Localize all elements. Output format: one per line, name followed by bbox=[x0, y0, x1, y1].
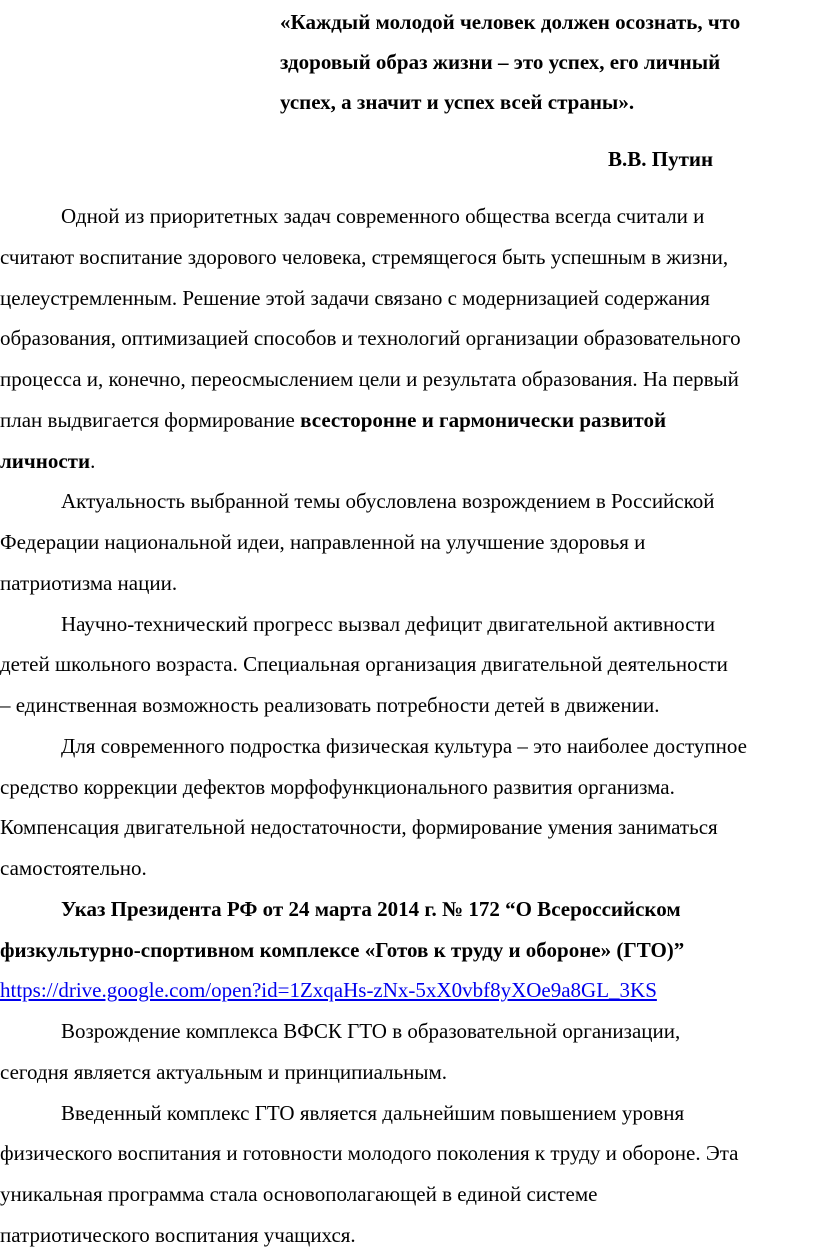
epigraph-line: успех, а значит и успех всей страны». bbox=[280, 90, 635, 114]
paragraph-line: Одной из приоритетных задач современного общества всегда считали и bbox=[61, 204, 705, 228]
decree-link-line bbox=[0, 970, 816, 1011]
paragraph-line: Научно-технический прогресс вызвал дефицит двигательной активности bbox=[61, 611, 715, 636]
epigraph-quote bbox=[280, 2, 800, 122]
paragraph-line: целеустремленным. Решение этой задачи связано с модернизацией содержания bbox=[0, 285, 710, 310]
emphasis-text: личности bbox=[0, 448, 91, 473]
paragraph-line: патриотизма нации. bbox=[0, 570, 178, 595]
paragraph-line: Компенсация двигательной недостаточности, формирование умения заниматься bbox=[0, 815, 718, 840]
paragraph-line bbox=[0, 400, 816, 441]
epigraph-line: «Каждый молодой человек должен осознать, что bbox=[280, 10, 741, 34]
epigraph-author: В.В. Путин bbox=[608, 147, 714, 171]
paragraph-line: процесса и, конечно, переосмыслением цели и результата образования. На первый bbox=[0, 367, 739, 391]
decree-document-link[interactable]: https://drive.google.com/open?id=1ZxqaHs-zNx-5xX0vbf8yXOe9a8GL_3KS bbox=[0, 978, 657, 1003]
paragraph-line: уникальная программа стала основополагающей в единой системе bbox=[0, 1182, 598, 1206]
paragraph-line: самостоятельно. bbox=[0, 856, 147, 880]
paragraph-line bbox=[0, 441, 816, 482]
paragraph-line: средство коррекции дефектов морфофункционального развития организма. bbox=[0, 774, 675, 799]
paragraph-line: Возрождение комплекса ВФСК ГТО в образовательной организации, bbox=[61, 1019, 681, 1043]
paragraph-line: Введенный комплекс ГТО является дальнейшим повышением уровня bbox=[61, 1100, 685, 1125]
decree-title-line: Указ Президента РФ от 24 марта 2014 г. № 172 “О Всероссийском bbox=[61, 896, 681, 921]
document-body bbox=[0, 196, 816, 1256]
decree-title-line: физкультурно-спортивном комплексе «Готов к труду и обороне» (ГТО)” bbox=[0, 937, 685, 962]
paragraph-line: детей школьного возраста. Специальная организация двигательной деятельности bbox=[0, 652, 728, 677]
paragraph-text: . bbox=[90, 448, 96, 473]
paragraph-line: патриотического воспитания учащихся. bbox=[0, 1222, 356, 1247]
paragraph-line: образования, оптимизацией способов и технологий организации образовательного bbox=[0, 326, 741, 351]
paragraph-line: сегодня является актуальным и принципиальным. bbox=[0, 1059, 448, 1084]
paragraph-line: физического воспитания и готовности молодого поколения к труду и обороне. Эта bbox=[0, 1141, 739, 1166]
paragraph-line: считают воспитание здорового человека, стремящегося быть успешным в жизни, bbox=[0, 244, 729, 269]
paragraph-line: Актуальность выбранной темы обусловлена возрождением в Российской bbox=[61, 489, 715, 514]
emphasis-text: всесторонне и гармонически развитой bbox=[300, 407, 667, 432]
epigraph-line: здоровый образ жизни – это успех, его личный bbox=[280, 50, 721, 74]
paragraph-line: – единственная возможность реализовать потребности детей в движении. bbox=[0, 693, 660, 717]
paragraph-line: Федерации национальной идеи, направленной на улучшение здоровья и bbox=[0, 530, 646, 554]
paragraph-text: план выдвигается формирование bbox=[0, 407, 301, 432]
paragraph-line: Для современного подростка физическая культура – это наиболее доступное bbox=[61, 733, 747, 758]
